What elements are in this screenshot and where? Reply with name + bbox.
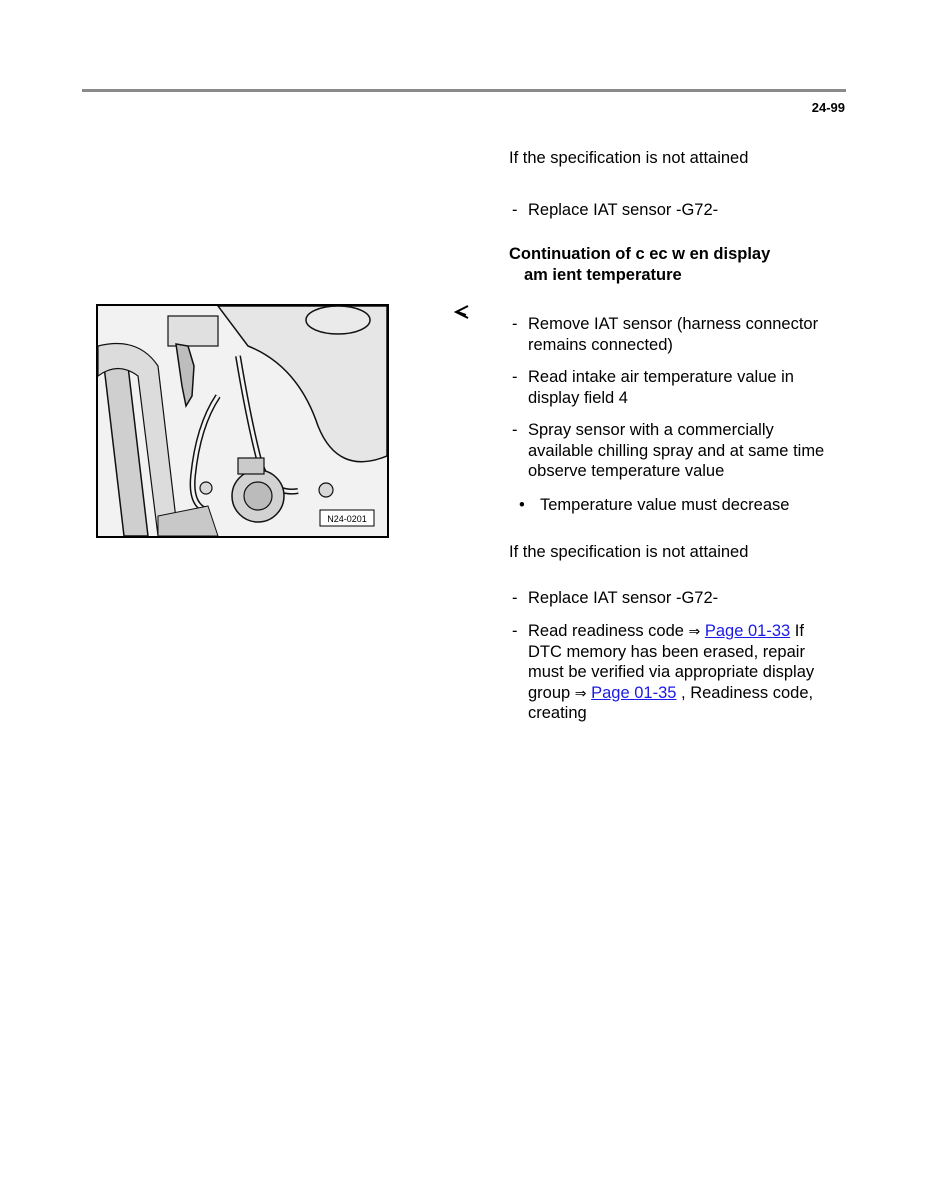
link-page-01-35[interactable]: Page 01-35: [591, 683, 677, 702]
arrow-right-icon: ⇒: [688, 623, 701, 639]
dash: -: [512, 315, 518, 333]
bullet-icon: •: [519, 496, 525, 514]
step-text: [528, 621, 832, 724]
header-rule: [82, 89, 846, 92]
step-text: Read intake air temperature value in display field 4: [528, 368, 794, 407]
step-remove-sensor: [512, 314, 832, 355]
readiness-text-1: Read readiness code: [528, 622, 689, 640]
engine-illustration: [98, 306, 387, 536]
dash: -: [512, 622, 518, 640]
step-spray-sensor: [512, 420, 832, 482]
dash: -: [512, 201, 518, 219]
step-replace-sensor-2: [512, 588, 832, 609]
section-heading: [509, 244, 839, 285]
arrow-right-icon: ⇒: [574, 684, 587, 701]
figure-pointer-icon: [454, 304, 470, 320]
step-text: Replace IAT sensor -G72-: [528, 589, 719, 607]
readiness-text-2: If DTC memory has been erased, repair must be verified via appropriate display group: [528, 622, 815, 702]
spec-not-attained-2: If the specification is not attained: [509, 543, 749, 561]
step-text: Spray sensor with a commercially available chilling spray and at same time observe temperature value: [528, 421, 825, 480]
engine-figure: [96, 304, 389, 538]
step-replace-sensor-1: [512, 200, 832, 221]
bullet-text: Temperature value must decrease: [540, 496, 790, 514]
dash: -: [512, 368, 518, 386]
step-readiness-code: [512, 621, 832, 724]
dash: -: [512, 421, 518, 439]
link-page-01-33[interactable]: Page 01-33: [704, 622, 791, 640]
figure-label: N24-0201: [327, 514, 367, 524]
spec-not-attained-1: If the specification is not attained: [509, 149, 749, 167]
heading-line-2: am ient temperature: [524, 265, 682, 284]
page-number: 24-99: [811, 100, 845, 115]
step-read-temperature: [512, 367, 832, 408]
heading-line-1: Continuation of c ec w en display: [509, 245, 771, 263]
step-text: Replace IAT sensor -G72-: [528, 201, 719, 219]
step-text: Remove IAT sensor (harness connector remains connected): [528, 315, 819, 354]
dash: -: [512, 589, 518, 607]
readiness-text-3: , Readiness code, creating: [528, 683, 814, 722]
bullet-temperature-decrease: [519, 495, 789, 516]
